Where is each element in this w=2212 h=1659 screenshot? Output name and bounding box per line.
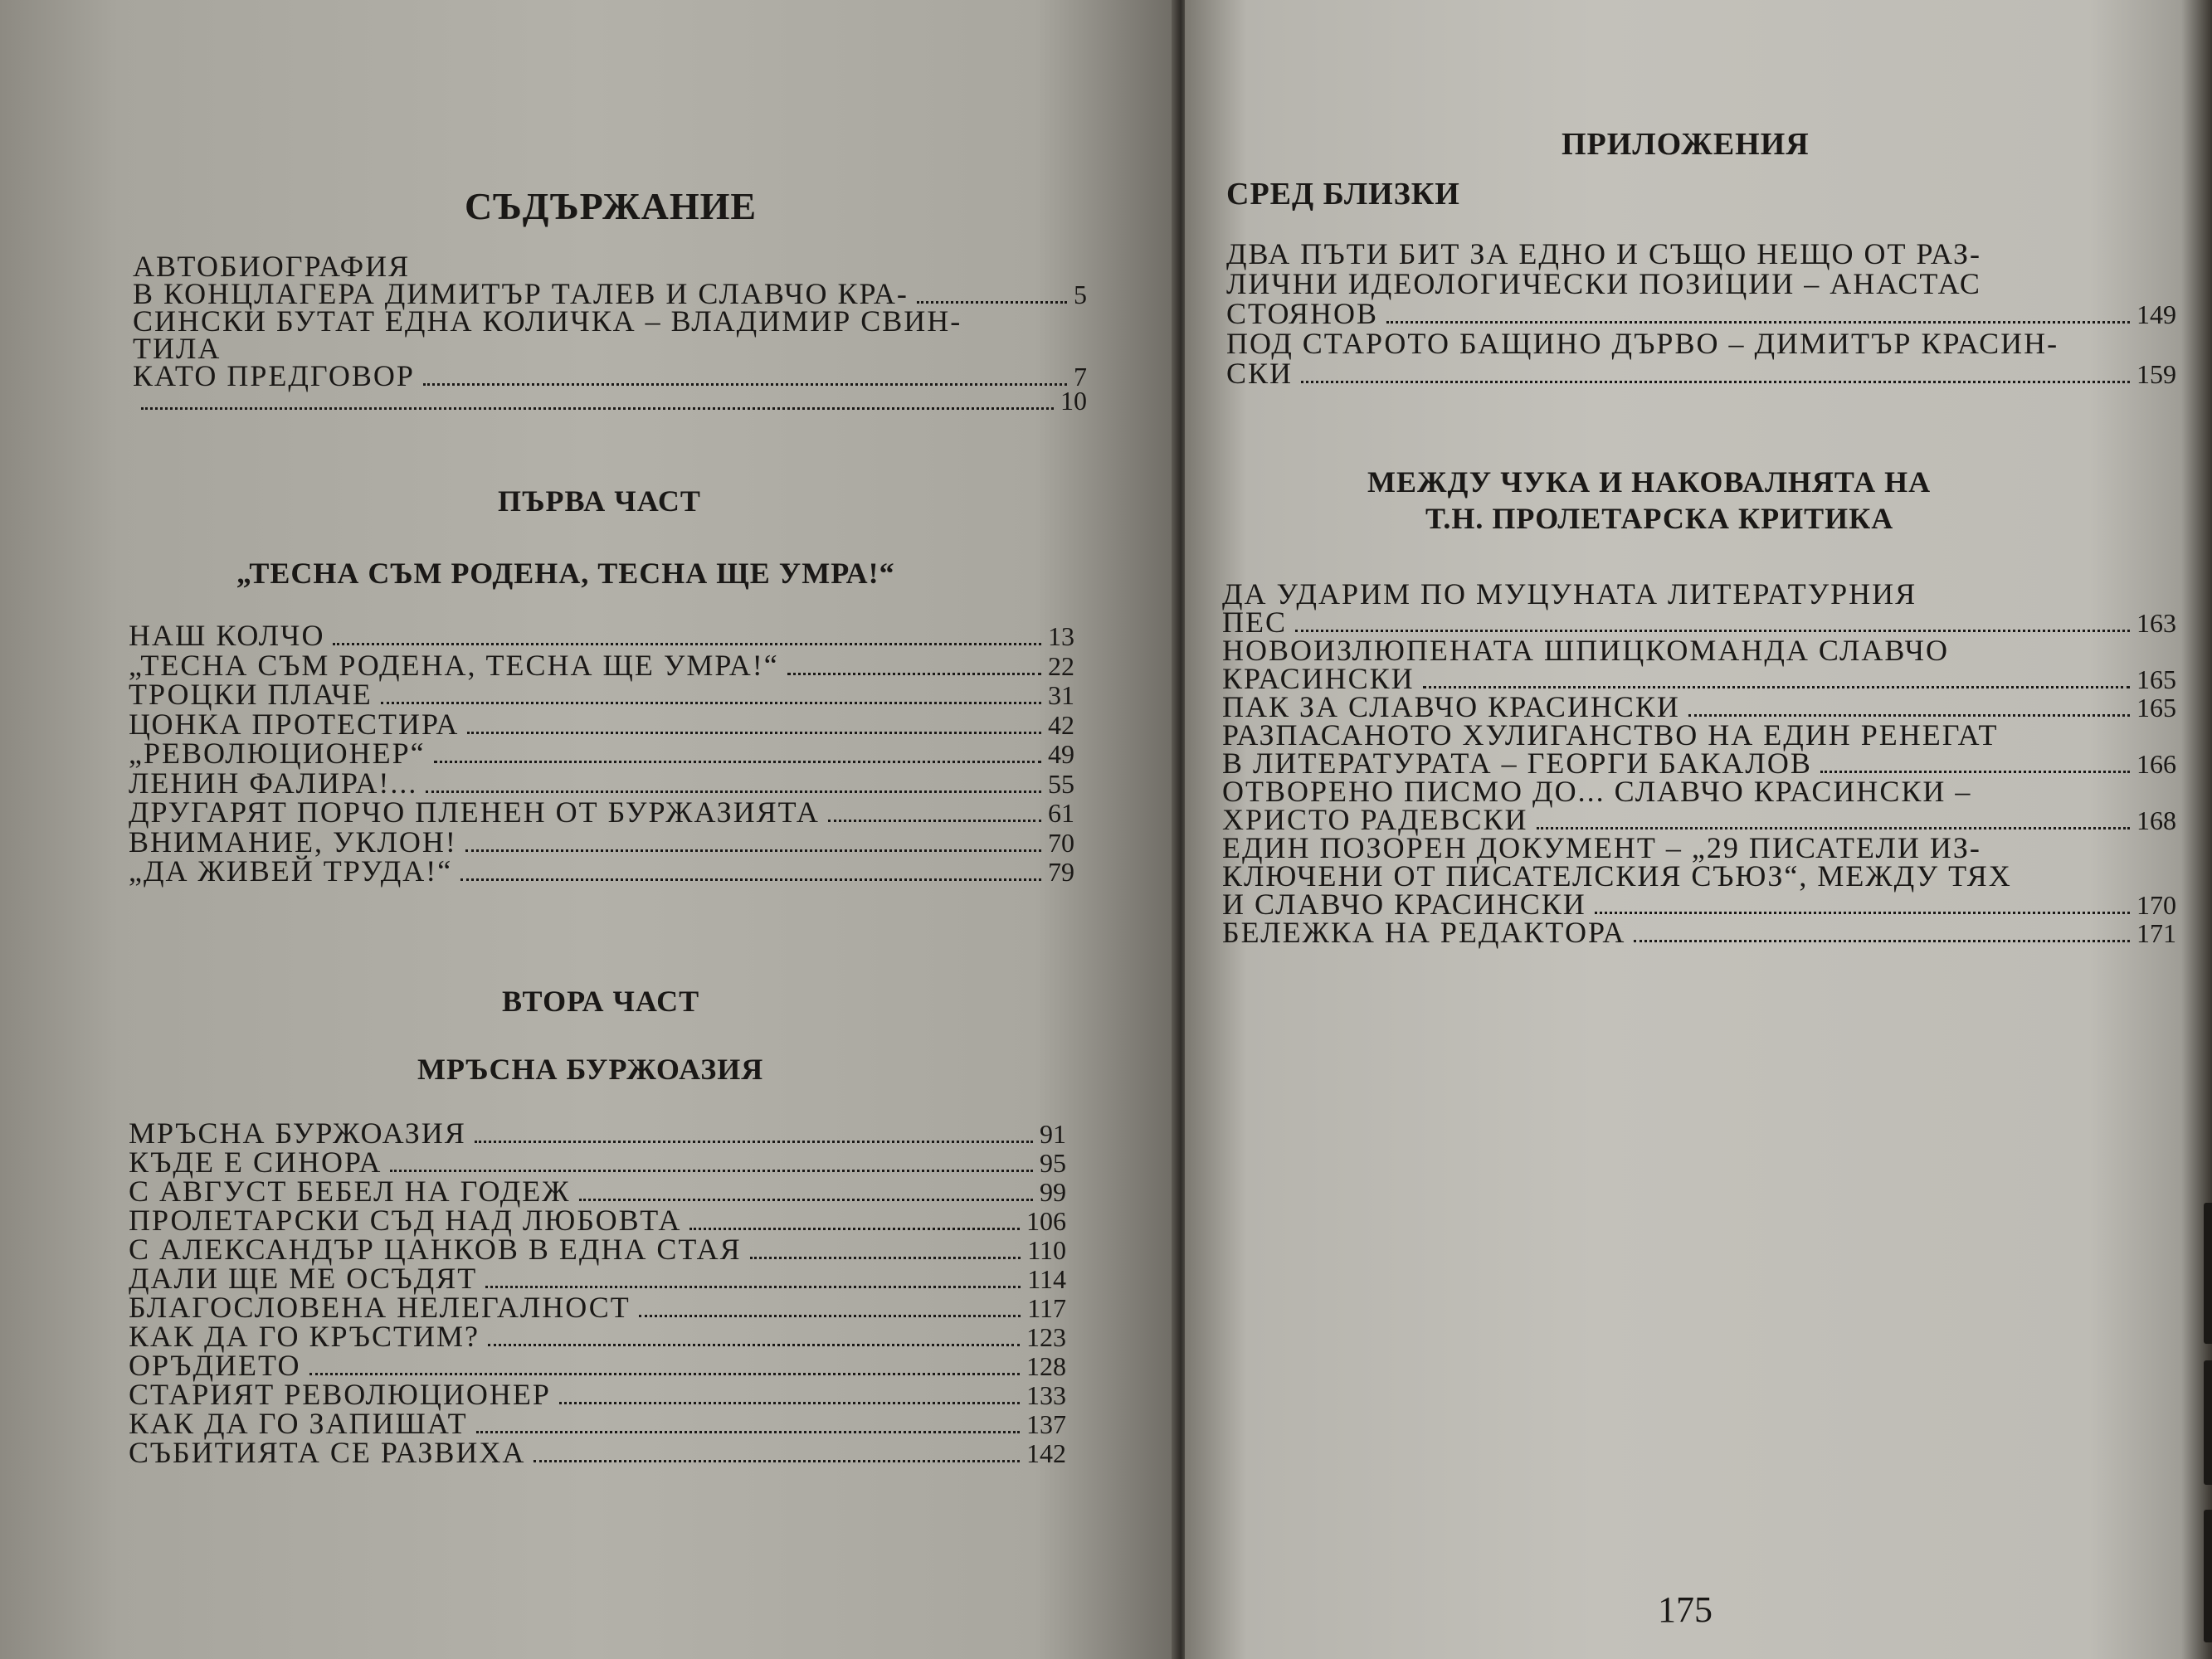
toc-entry-title: С АЛЕКСАНДЪР ЦАНКОВ В ЕДНА СТАЯ: [129, 1233, 742, 1266]
toc-entry-page: 128: [1026, 1351, 1066, 1381]
toc-entry-page: 165: [2136, 664, 2176, 694]
dot-leader: [390, 1170, 1033, 1172]
toc-entry-page: 91: [1040, 1119, 1066, 1149]
toc-entry-page: 10: [1060, 386, 1087, 416]
toc-entry-page: 7: [1074, 362, 1087, 392]
dot-leader: [1386, 321, 2130, 324]
toc-entry-page: 49: [1048, 739, 1074, 769]
dot-leader: [559, 1402, 1020, 1404]
part2-subheading: МРЪСНА БУРЖОАЗИЯ: [417, 1053, 764, 1086]
toc-entry-page: 5: [1074, 280, 1087, 309]
dot-leader: [475, 1141, 1033, 1143]
toc-entry-page: 159: [2136, 359, 2176, 389]
contents-title: СЪДЪРЖАНИЕ: [465, 185, 758, 227]
toc-entry-title: КАК ДА ГО КРЪСТИМ?: [129, 1320, 480, 1353]
dot-leader: [1423, 686, 2130, 688]
dot-leader: [639, 1315, 1021, 1317]
dot-leader: [1595, 912, 2130, 914]
toc-entry-title: „РЕВОЛЮЦИОНЕР“: [129, 737, 426, 770]
toc-entry-title: „ДА ЖИВЕЙ ТРУДА!“: [129, 854, 453, 888]
page-edge-tab: [2204, 1510, 2212, 1642]
dot-leader: [579, 1199, 1033, 1201]
dot-leader: [488, 1344, 1020, 1346]
toc-entry-title: ХРИСТО РАДЕВСКИ: [1222, 803, 1528, 836]
part1-subheading: „ТЕСНА СЪМ РОДЕНА, ТЕСНА ЩЕ УМРА!“: [236, 557, 895, 590]
toc-entry-page: 22: [1048, 650, 1074, 681]
toc-entry-title: ДАЛИ ЩЕ МЕ ОСЪДЯТ: [129, 1262, 478, 1295]
toc-entry-title: С АВГУСТ БЕБЕЛ НА ГОДЕЖ: [129, 1175, 571, 1208]
dot-leader: [426, 791, 1041, 793]
dot-leader: [333, 643, 1041, 645]
toc-entry-title: ТРОЦКИ ПЛАЧЕ: [129, 678, 373, 711]
toc-entry-title: КЪДЕ Е СИНОРА: [129, 1146, 382, 1179]
toc-entry-title: И СЛАВЧО КРАСИНСКИ: [1222, 888, 1586, 921]
page-edge-tab: [2204, 1203, 2212, 1344]
toc-entry-page: 165: [2136, 693, 2176, 722]
toc-entry-title: КАК ДА ГО ЗАПИШАТ: [129, 1407, 468, 1440]
toc-entry-title: КЛЮЧЕНИ ОТ ПИСАТЕЛСКИЯ СЪЮЗ“, МЕЖДУ ТЯХ: [1222, 859, 2012, 893]
part2-heading: ВТОРА ЧАСТ: [502, 985, 700, 1018]
toc-entry-page: 61: [1048, 798, 1074, 828]
toc-entry-title: В ЛИТЕРАТУРАТА – ГЕОРГИ БАКАЛОВ: [1222, 747, 1812, 780]
dot-leader: [1634, 940, 2130, 942]
toc-entry-page: 42: [1048, 709, 1074, 740]
dot-leader: [141, 407, 1054, 410]
page-edge-tab: [2204, 1360, 2212, 1485]
toc-entry: [1226, 356, 2176, 391]
page-number: 175: [1658, 1589, 1713, 1630]
appendices-title: ПРИЛОЖЕНИЯ: [1562, 127, 1810, 162]
dot-leader: [1820, 771, 2130, 773]
toc-entry-page: 123: [1026, 1322, 1066, 1352]
toc-entry-title: БЕЛЕЖКА НА РЕДАКТОРА: [1222, 916, 1626, 949]
dot-leader: [689, 1228, 1020, 1230]
toc-entry-page: 31: [1048, 680, 1074, 710]
toc-entry-title: ВНИМАНИЕ, УКЛОН!: [129, 825, 457, 859]
toc-entry-title: ПЕС: [1222, 606, 1287, 639]
dot-leader: [465, 849, 1041, 852]
dot-leader: [381, 702, 1041, 704]
part1-heading: ПЪРВА ЧАСТ: [498, 484, 701, 518]
toc-entry-title: ДВА ПЪТИ БИТ ЗА ЕДНО И СЪЩО НЕЩО ОТ РАЗ-: [1226, 237, 1982, 270]
toc-entry-page: 95: [1040, 1148, 1066, 1178]
dot-leader: [434, 761, 1041, 763]
toc-entry-title: СИНСКИ БУТАТ ЕДНА КОЛИЧКА – ВЛАДИМИР СВИН-: [133, 304, 962, 338]
toc-entry-title: КРАСИНСКИ: [1222, 662, 1415, 695]
toc-entry-title: ПОД СТАРОТО БАЩИНО ДЪРВО – ДИМИТЪР КРАСИН-: [1226, 327, 2059, 360]
toc-entry-title: ОРЪДИЕТО: [129, 1349, 301, 1382]
toc-entry-title: ЛИЧНИ ИДЕОЛОГИЧЕСКИ ПОЗИЦИИ – АНАСТАС: [1226, 267, 1981, 300]
toc-entry-title: СТОЯНОВ: [1226, 297, 1378, 330]
toc-entry-page: 106: [1026, 1206, 1066, 1236]
toc-entry-page: 13: [1048, 621, 1074, 651]
toc-entry-page: 114: [1027, 1264, 1066, 1294]
toc-entry-title: ДА УДАРИМ ПО МУЦУНАТА ЛИТЕРАТУРНИЯ: [1222, 577, 1917, 611]
dot-leader: [534, 1460, 1020, 1462]
dot-leader: [485, 1286, 1021, 1288]
dot-leader: [476, 1431, 1020, 1433]
dot-leader: [467, 732, 1041, 734]
toc-entry-title: ОТВОРЕНО ПИСМО ДО... СЛАВЧО КРАСИНСКИ –: [1222, 775, 1972, 808]
section2-heading-line1: МЕЖДУ ЧУКА И НАКОВАЛНЯТА НА: [1367, 465, 1932, 499]
toc-entry-title: БЛАГОСЛОВЕНА НЕЛЕГАЛНОСТ: [129, 1291, 631, 1324]
toc-entry-title: НАШ КОЛЧО: [129, 619, 325, 652]
toc-entry: [1222, 915, 2176, 950]
toc-entry: [129, 854, 1074, 888]
section2-heading-line2: Т.Н. ПРОЛЕТАРСКА КРИТИКА: [1425, 502, 1894, 535]
toc-entry-title: ПАК ЗА СЛАВЧО КРАСИНСКИ: [1222, 690, 1680, 723]
dot-leader: [1537, 827, 2130, 830]
toc-entry: [133, 386, 1087, 421]
toc-entry-title: „ТЕСНА СЪМ РОДЕНА, ТЕСНА ЩЕ УМРА!“: [129, 648, 779, 682]
toc-entry-title: ЦОНКА ПРОТЕСТИРА: [129, 707, 460, 741]
toc-entry-title: ЛЕНИН ФАЛИРА!...: [129, 766, 418, 800]
toc-entry-page: 168: [2136, 805, 2176, 835]
dot-leader: [1688, 714, 2130, 717]
toc-entry-title: СЪБИТИЯТА СЕ РАЗВИХА: [129, 1436, 526, 1469]
toc-entry-page: 166: [2136, 749, 2176, 779]
dot-leader: [750, 1257, 1021, 1259]
toc-entry-page: 163: [2136, 608, 2176, 638]
toc-entry-title: КАТО ПРЕДГОВОР: [133, 359, 415, 392]
dot-leader: [460, 878, 1041, 881]
dot-leader: [1301, 381, 2130, 383]
toc-entry-title: ЕДИН ПОЗОРЕН ДОКУМЕНТ – „29 ПИСАТЕЛИ ИЗ-: [1222, 831, 1981, 864]
toc-entry-title: НОВОИЗЛЮПЕНАТА ШПИЦКОМАНДА СЛАВЧО: [1222, 634, 1950, 667]
toc-entry-title: ДРУГАРЯТ ПОРЧО ПЛЕНЕН ОТ БУРЖАЗИЯТА: [129, 795, 820, 829]
toc-entry-page: 133: [1026, 1380, 1066, 1410]
toc-entry-page: 117: [1027, 1293, 1066, 1323]
toc-entry-page: 70: [1048, 827, 1074, 858]
toc-entry-page: 99: [1040, 1177, 1066, 1207]
toc-entry-page: 137: [1026, 1409, 1066, 1439]
toc-entry-title: СКИ: [1226, 357, 1294, 390]
right-page: [1185, 0, 2212, 1659]
section1-heading: СРЕД БЛИЗКИ: [1226, 177, 1460, 212]
toc-entry-title: РАЗПАСАНОТО ХУЛИГАНСТВО НА ЕДИН РЕНЕГАТ: [1222, 718, 1999, 752]
toc-entry-page: 170: [2136, 890, 2176, 920]
toc-entry-title: В КОНЦЛАГЕРА ДИМИТЪР ТАЛЕВ И СЛАВЧО КРА-: [133, 277, 909, 310]
toc-entry-page: 110: [1027, 1235, 1066, 1265]
dot-leader: [309, 1373, 1021, 1375]
dot-leader: [828, 820, 1041, 822]
toc-entry: [129, 1435, 1066, 1470]
toc-entry-page: 55: [1048, 768, 1074, 799]
dot-leader: [787, 673, 1041, 675]
dot-leader: [1295, 630, 2130, 632]
toc-entry-page: 149: [2136, 299, 2176, 329]
toc-entry-page: 142: [1026, 1438, 1066, 1468]
toc-entry-title: АВТОБИОГРАФИЯ: [133, 250, 411, 283]
toc-entry-title: МРЪСНА БУРЖОАЗИЯ: [129, 1117, 466, 1150]
toc-entry-title: ТИЛА: [133, 332, 222, 365]
toc-entry-page: 171: [2136, 918, 2176, 948]
toc-entry-title: ПРОЛЕТАРСКИ СЪД НАД ЛЮБОВТА: [129, 1204, 682, 1237]
toc-entry-page: 79: [1048, 857, 1074, 887]
toc-entry-title: СТАРИЯТ РЕВОЛЮЦИОНЕР: [129, 1378, 551, 1411]
